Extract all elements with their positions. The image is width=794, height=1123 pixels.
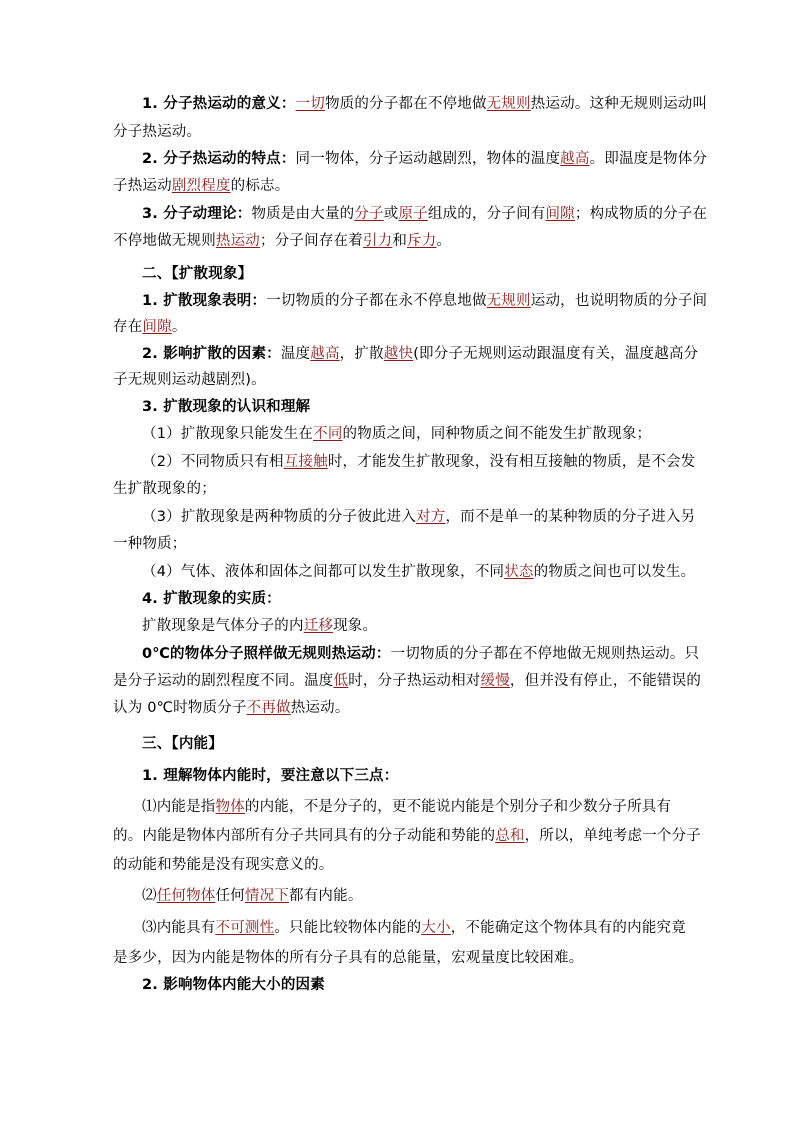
text: 同一物体，分子运动越剧烈，物体的温度 bbox=[295, 151, 561, 167]
fill-blank: 间隙 bbox=[142, 319, 172, 335]
sec3-item1-p1-line2 bbox=[113, 826, 701, 846]
text: 。 bbox=[436, 233, 452, 249]
fill-blank: 大小 bbox=[421, 920, 451, 936]
text: 时，才能发生扩散现象，没有相互接触的物质，是不会发 bbox=[327, 454, 696, 470]
text: 子热运动 bbox=[113, 178, 172, 194]
text: ，所以，单纯考虑一个分子 bbox=[524, 828, 702, 844]
item-label: 1. 扩散现象表明： bbox=[142, 293, 267, 309]
fill-blank: 物体 bbox=[215, 799, 245, 815]
sec2-item3-p4 bbox=[142, 562, 695, 582]
sec3-item2-label: 2. 影响物体内能大小的因素 bbox=[142, 977, 325, 993]
sec2-item3-p1 bbox=[142, 424, 651, 444]
text: 是多少，因为内能是物体的所有分子具有的总能量，宏观量度比较困难。 bbox=[113, 950, 584, 966]
sec1-item3-line1 bbox=[142, 204, 707, 224]
fill-blank: 引力 bbox=[362, 233, 393, 249]
sec3-item1-p1-line3 bbox=[113, 855, 334, 875]
fill-blank: 任何物体 bbox=[156, 888, 216, 904]
text: 运动，也说明物质的分子间 bbox=[530, 293, 708, 309]
sec2-zero-line3 bbox=[113, 698, 350, 718]
fill-blank: 越快 bbox=[383, 346, 414, 362]
text: （3）扩散现象是两种物质的分子彼此进入 bbox=[142, 509, 417, 525]
sec1-item3-line2 bbox=[113, 231, 451, 251]
fill-blank: 一切 bbox=[295, 96, 325, 112]
text: (即分子无规则运动跟温度有关，温度越高分 bbox=[413, 346, 699, 362]
sec1-item1-line2 bbox=[113, 122, 201, 142]
text: 认为 0℃时物质分子 bbox=[113, 700, 247, 716]
sec2-item3-p2-line2 bbox=[113, 479, 216, 499]
sec3-item1-p2 bbox=[142, 886, 363, 906]
fill-blank: 互接触 bbox=[283, 454, 328, 470]
text: 的内能，不是分子的，更不能说内能是个别分子和少数分子所具有 bbox=[244, 799, 672, 815]
fill-blank: 越高 bbox=[560, 151, 590, 167]
item-label: 2. 影响扩散的因素： bbox=[142, 346, 281, 362]
text: ；构成物质的分子在 bbox=[574, 206, 708, 222]
sec1-item2-line2 bbox=[113, 176, 289, 196]
item-label: 0℃的物体分子照样做无规则热运动： bbox=[142, 646, 391, 662]
fill-blank: 原子 bbox=[398, 206, 428, 222]
fill-blank: 不再做 bbox=[246, 700, 291, 716]
text: 都有内能。 bbox=[289, 888, 363, 904]
fill-blank: 低 bbox=[333, 673, 349, 689]
fill-blank: 不同 bbox=[313, 426, 343, 442]
fill-blank: 无规则 bbox=[486, 96, 531, 112]
fill-blank: 越高 bbox=[310, 346, 340, 362]
text: 一种物质； bbox=[113, 536, 187, 552]
text: 物质的分子都在不停地做 bbox=[324, 96, 487, 112]
fill-blank: 热运动 bbox=[215, 233, 261, 249]
fill-blank: 无规则 bbox=[486, 293, 531, 309]
section-heading-internal-energy: 三、【内能】 bbox=[142, 736, 223, 752]
text: （4）气体、液体和固体之间都可以发生扩散现象，不同 bbox=[142, 564, 505, 580]
section-heading-diffusion: 二、【扩散现象】 bbox=[142, 266, 253, 282]
text: 的标志。 bbox=[230, 178, 290, 194]
text: 任何 bbox=[215, 888, 245, 904]
text: 一切物质的分子都在不停地做无规则热运动。只 bbox=[390, 646, 700, 662]
item-label: 3. 分子动理论： bbox=[142, 206, 252, 222]
text: 现象。 bbox=[333, 618, 378, 634]
text: 物质是由大量的 bbox=[251, 206, 355, 222]
sec2-item3-p2-line1 bbox=[142, 452, 695, 472]
sec2-item1-line1 bbox=[142, 291, 707, 311]
text: ⑵ bbox=[142, 888, 157, 904]
sec1-item1-line1 bbox=[142, 94, 707, 114]
text: ，而不是单一的某种物质的分子进入另 bbox=[445, 509, 696, 525]
fill-blank: 缓慢 bbox=[480, 673, 510, 689]
text: 的物质之间，同种物质之间不能发生扩散现象； bbox=[342, 426, 652, 442]
text: ，不能确定这个物体具有的内能究竟 bbox=[450, 920, 686, 936]
item-label: 1. 分子热运动的意义： bbox=[142, 96, 296, 112]
sec3-item1-p1-line1 bbox=[142, 797, 671, 817]
text: ，但并没有停止，不能错误的 bbox=[509, 673, 702, 689]
text: 温度 bbox=[280, 346, 311, 362]
text: 生扩散现象的； bbox=[113, 481, 216, 497]
text: 子无规则运动越剧烈)。 bbox=[113, 372, 266, 388]
item-label: 2. 分子热运动的特点： bbox=[142, 151, 296, 167]
text: 组成的，分子间有 bbox=[427, 206, 546, 222]
text: 一切物质的分子都在永不停息地做 bbox=[266, 293, 487, 309]
fill-blank: 不可测性 bbox=[215, 920, 275, 936]
sec2-item3-p3-line1 bbox=[142, 507, 695, 527]
text: 的物质之间也可以发生。 bbox=[533, 564, 696, 580]
text: 时，分子热运动相对 bbox=[348, 673, 481, 689]
text: （2）不同物质只有相 bbox=[142, 454, 284, 470]
sec3-item1-p3-line2 bbox=[113, 948, 583, 968]
sec3-item1-label: 1. 理解物体内能时，要注意以下三点： bbox=[142, 768, 399, 784]
sec3-item1-p3-line1 bbox=[142, 918, 686, 938]
text: 是分子运动的剧烈程度不同。温度 bbox=[113, 673, 334, 689]
fill-blank: 间隙 bbox=[545, 206, 575, 222]
sec2-zero-line2 bbox=[113, 671, 701, 691]
text: ⑶内能具有 bbox=[142, 920, 216, 936]
text: 热运动。 bbox=[290, 700, 350, 716]
text: 不停地做无规则 bbox=[113, 233, 216, 249]
text: 分子热运动。 bbox=[113, 124, 202, 140]
text: ⑴内能是指 bbox=[142, 799, 216, 815]
text: ，扩散 bbox=[339, 346, 384, 362]
fill-blank: 迁移 bbox=[303, 618, 334, 634]
fill-blank: 斥力 bbox=[407, 233, 437, 249]
sec2-item1-line2 bbox=[113, 317, 187, 337]
text: 的。内能是物体内部所有分子共同具有的分子动能和势能的 bbox=[113, 828, 496, 844]
text: 存在 bbox=[113, 319, 143, 335]
text: （1）扩散现象只能发生在 bbox=[142, 426, 314, 442]
text: 。只能比较物体内能的 bbox=[274, 920, 422, 936]
text: 。 bbox=[171, 319, 187, 335]
text: 。即温度是物体分 bbox=[589, 151, 708, 167]
text: 和 bbox=[392, 233, 408, 249]
sec2-item3-p3-line2 bbox=[113, 534, 187, 554]
sec1-item2-line1 bbox=[142, 149, 707, 169]
fill-blank: 分子 bbox=[354, 206, 384, 222]
text: 热运动。这种无规则运动叫 bbox=[530, 96, 708, 112]
sec2-item2-line1 bbox=[142, 344, 698, 364]
sec2-item4-label: 4. 扩散现象的实质： bbox=[142, 591, 281, 607]
sec2-item3-label: 3. 扩散现象的认识和理解 bbox=[142, 399, 311, 415]
text: 的动能和势能是没有现实意义的。 bbox=[113, 857, 334, 873]
fill-blank: 对方 bbox=[416, 509, 446, 525]
text: 或 bbox=[383, 206, 399, 222]
sec2-item4-text bbox=[142, 616, 377, 636]
sec2-item2-line2 bbox=[113, 370, 266, 390]
text: 扩散现象是气体分子的内 bbox=[142, 618, 304, 634]
fill-blank: 状态 bbox=[504, 564, 534, 580]
fill-blank: 情况下 bbox=[244, 888, 290, 904]
fill-blank: 总和 bbox=[495, 828, 525, 844]
fill-blank: 剧烈程度 bbox=[171, 178, 231, 194]
sec2-zero-line1 bbox=[142, 644, 699, 664]
text: ；分子间存在着 bbox=[260, 233, 363, 249]
